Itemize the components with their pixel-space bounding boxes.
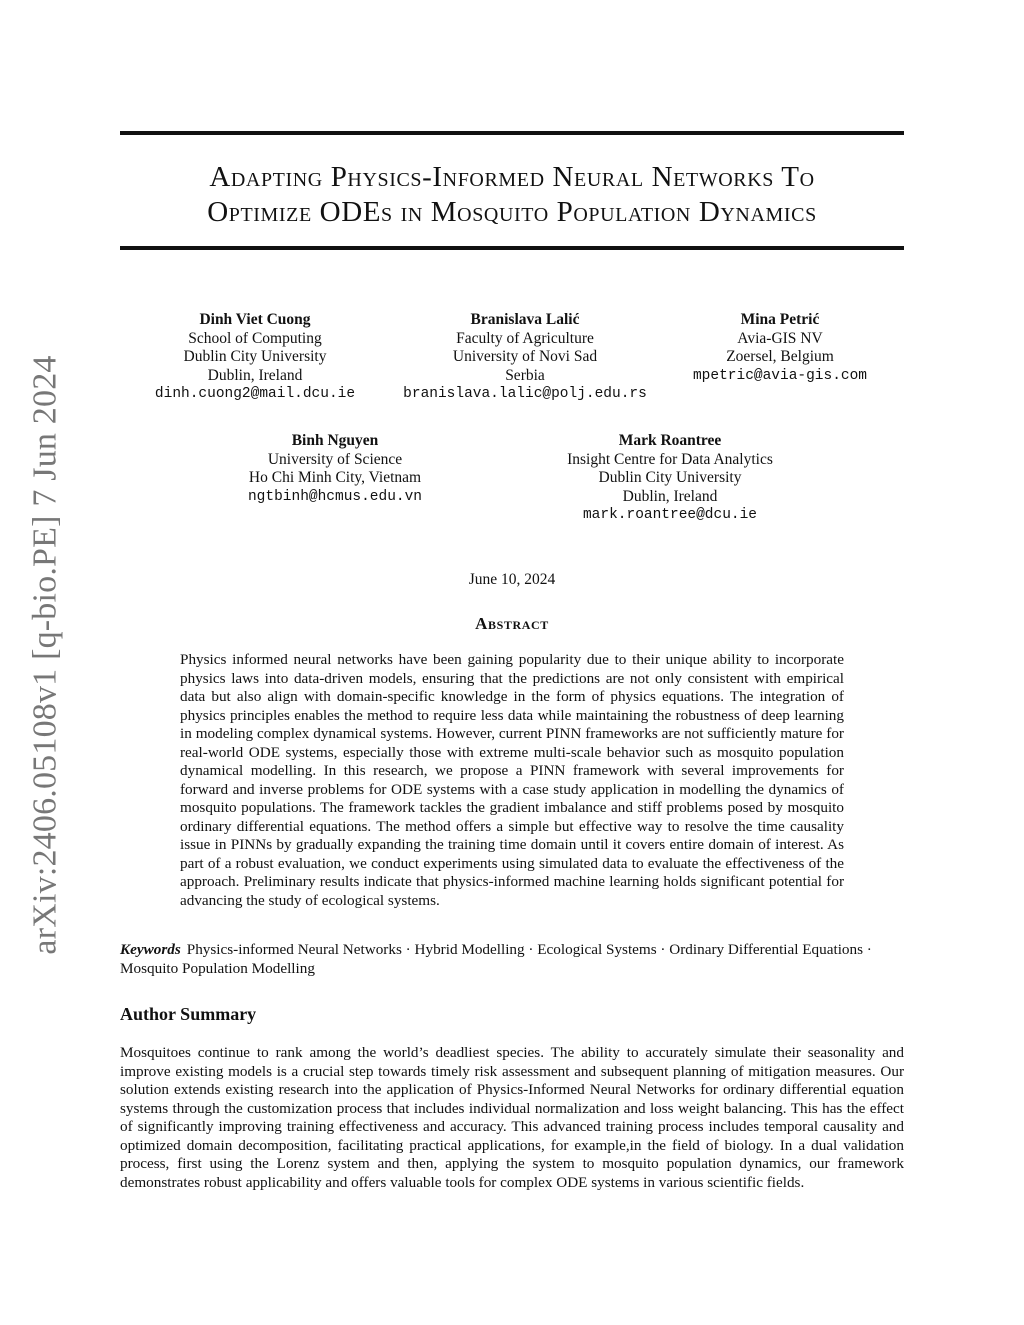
author-affiliation: Insight Centre for Data Analytics [567,450,773,468]
author-name: Branislava Lalić [470,311,580,328]
author-affiliation: Ho Chi Minh City, Vietnam [248,469,422,486]
author-email[interactable]: ngtbinh@hcmus.edu.vn [247,488,423,505]
title-bottom-rule [120,246,904,250]
title-top-rule [120,131,904,135]
author-affiliation: Dublin City University [183,348,327,365]
author-affiliation: Avia-GIS NV [737,329,823,347]
author-email[interactable]: branislava.lalic@polj.edu.rs [403,386,647,402]
abstract-heading: Abstract [475,614,549,633]
abstract-body: Physics informed neural networks have been gaining popularity due to their unique ability to incorporate physics laws into data-driven models, ensuring that the predictions are not only consistent with empirical data but also align with domain-specific knowledge in the form of physics equations. The integration of physics principles enables the method to require less data while maintaining the robustness of deep learning in modeling complex dynamical systems. However, current PINN frameworks are not sufficiently mature for real-world ODE systems, especially those with extreme multi-scale behavior such as mosquito population dynamical modelling. In this research, we propose a PINN framework with several improvements for forward and inverse problems for ODE systems with a case study application in modelling the dynamics of mosquito populations. The framework tackles the gradient imbalance and stiff problems posed by mosquito ordinary differential equations. The method offers a simple but effective way to resolve the time causality issue in PINNs by gradually expanding the training time domain until it covers entire domain of interest. As part of a robust evaluation, we conduct experiments using simulated data to evaluate the effectiveness of the approach. Preliminary results indicate that physics-informed machine learning holds significant potential for advancing the study of ecological systems. [180,651,844,909]
author-email[interactable]: mpetric@avia-gis.com [692,367,868,384]
author-affiliation: University of Science [267,450,403,468]
author-name: Mina Petrić [740,311,820,328]
author-affiliation: Zoersel, Belgium [726,348,834,365]
arxiv-id: arXiv:2406.05108v1 [q-bio.PE] 7 Jun 2024 [27,355,64,955]
author-affiliation: Faculty of Agriculture [456,329,594,347]
author-email[interactable]: dinh.cuong2@mail.dcu.ie [154,386,356,402]
author-block [140,311,370,404]
author-affiliation: Dublin City University [598,469,742,486]
author-affiliation: Dublin, Ireland [207,366,303,384]
author-summary-heading: Author Summary [120,1004,257,1024]
title-line-2: Optimize ODEs in Mosquito Population Dynamics [207,196,817,228]
paper-title [120,160,904,230]
author-name: Dinh Viet Cuong [199,311,311,328]
author-name: Mark Roantree [618,432,722,449]
keywords-text: Physics-informed Neural Networks · Hybrid Modelling · Ecological Systems · Ordinary Differential Equations · Mosquito Population Modelling [120,941,872,977]
author-summary-body: Mosquitoes continue to rank among the world’s deadliest species. The ability to accurately simulate their seasonality and improve existing models is a crucial step towards timely risk assessment and subsequent planning of mitigation measures. Our solution extends existing research into the application of Physics-Informed Neural Networks for ordinary differential equation systems through the customization process that includes individual normalization and loss weight balancing. This has the effect of significantly improving training effectiveness and accuracy. This advanced training process includes temporal causality and optimized domain decomposition, facilitating practical applications, for example,in the field of biology. In a dual validation process, first using the Lorenz system and then, applying the system to mosquito population dynamics, our framework demonstrates robust applicability and offers valuable tools for complex ODE systems in various scientific fields. [120,1044,904,1191]
author-affiliation: School of Computing [188,329,322,347]
author-block [540,432,800,525]
publication-date: June 10, 2024 [468,571,556,588]
author-affiliation: Serbia [505,366,545,384]
arxiv-sidebar-stamp [24,355,68,955]
author-email[interactable]: mark.roantree@dcu.ie [582,507,758,523]
author-name: Binh Nguyen [291,432,379,449]
keywords-label: Keywords [120,941,181,958]
title-line-1: Adapting Physics-Informed Neural Networks To [209,161,815,193]
keywords-block [120,941,904,978]
author-block [680,311,880,385]
author-block [225,432,445,506]
author-affiliation: Dublin, Ireland [622,487,718,505]
author-block [395,311,655,404]
author-affiliation: University of Novi Sad [452,348,598,365]
